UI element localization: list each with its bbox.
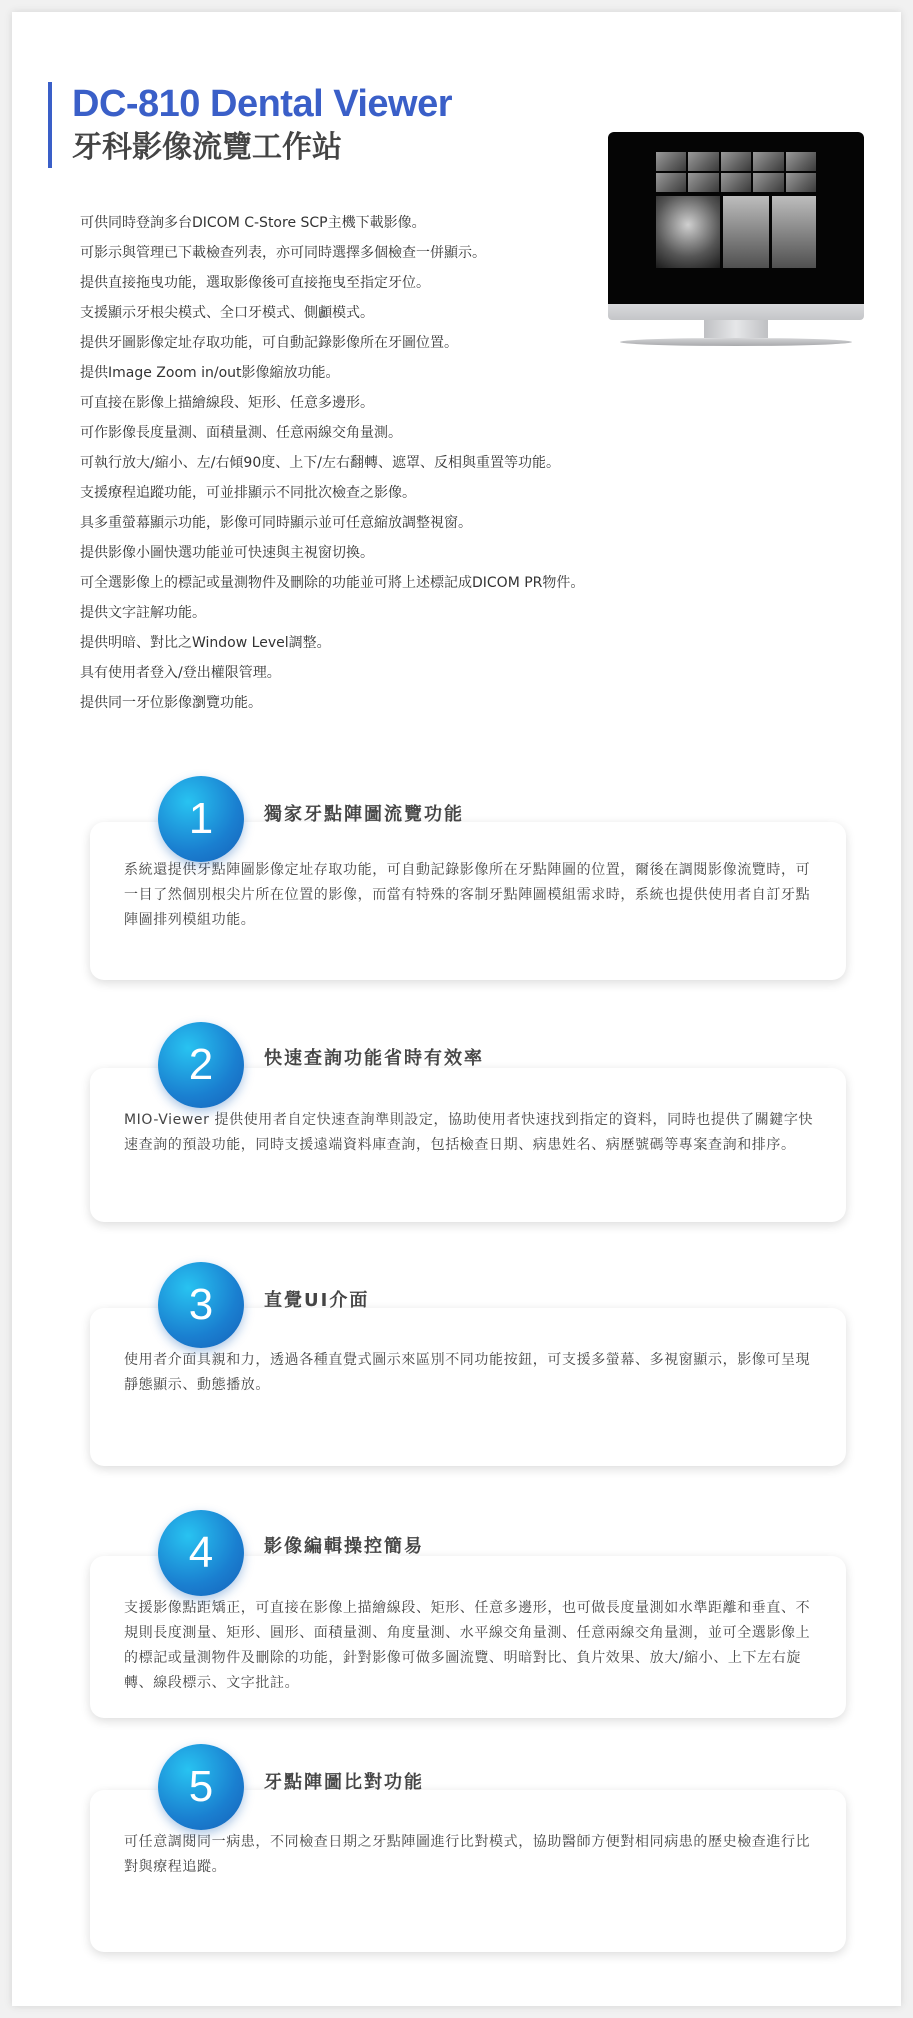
feature-item: 提供同一牙位影像瀏覽功能。 — [80, 695, 262, 711]
page-title: DC-810 Dental Viewer — [72, 83, 453, 125]
section-title: 直覺UI介面 — [264, 1290, 370, 1311]
section-number-badge: 2 — [158, 1022, 244, 1108]
section-number-badge: 3 — [158, 1262, 244, 1348]
section-1 — [90, 766, 846, 980]
title-block — [48, 82, 452, 168]
feature-item: 提供牙圖影像定址存取功能，可自動記錄影像所在牙圖位置。 — [80, 335, 458, 351]
page — [12, 12, 901, 2006]
feature-item: 提供影像小圖快選功能並可快速與主視窗切換。 — [80, 545, 374, 561]
section-2 — [90, 1010, 846, 1222]
thumbnail-strip — [656, 152, 816, 192]
feature-item: 提供文字註解功能。 — [80, 605, 206, 621]
feature-item: 可執行放大/縮小、左/右傾90度、上下/左右翻轉、遮罩、反相與重置等功能。 — [80, 455, 560, 471]
section-number-badge: 4 — [158, 1510, 244, 1596]
section-4 — [90, 1498, 846, 1718]
feature-item: 支援療程追蹤功能，可並排顯示不同批次檢查之影像。 — [80, 485, 416, 501]
section-title: 牙點陣圖比對功能 — [264, 1772, 424, 1793]
section-5 — [90, 1734, 846, 1952]
section-number-badge: 5 — [158, 1744, 244, 1830]
section-3 — [90, 1250, 846, 1466]
feature-item: 可作影像長度量測、面積量測、任意兩線交角量測。 — [80, 425, 402, 441]
section-body: 系統還提供牙點陣圖影像定址存取功能，可自動記錄影像所在牙點陣圖的位置，爾後在調閱影像流覽時，可一目了然個別根尖片所在位置的影像，而當有特殊的客制牙點陣圖模組需求時，系統也提供使用者自訂牙點陣圖排列模組功能。 — [124, 862, 811, 928]
page-subtitle: 牙科影像流覽工作站 — [72, 130, 342, 165]
feature-list — [80, 208, 720, 718]
feature-item: 支援顯示牙根尖模式、全口牙模式、側顱模式。 — [80, 305, 374, 321]
section-body: 使用者介面具親和力，透過各種直覺式圖示來區別不同功能按鈕，可支援多螢幕、多視窗顯示，影像可呈現靜態顯示、動態播放。 — [124, 1352, 811, 1393]
feature-item: 可直接在影像上描繪線段、矩形、任意多邊形。 — [80, 395, 374, 411]
section-body: 支援影像點距矯正，可直接在影像上描繪線段、矩形、任意多邊形，也可做長度量測如水準距離和垂直、不規則長度測量、矩形、圓形、面積量測、角度量測、水平線交角量測、任意兩線交角量測，並可全選影像上的標記或量測物件及刪除的功能，針對影像可做多圖流覽、明暗對比、負片效果、放大/縮小、上下左右旋轉、線段標示、文字批註。 — [124, 1600, 811, 1691]
section-title: 快速查詢功能省時有效率 — [264, 1048, 484, 1069]
feature-item: 提供明暗、對比之Window Level調整。 — [80, 635, 331, 651]
section-title: 影像編輯操控簡易 — [264, 1536, 424, 1557]
feature-item: 可供同時登詢多台DICOM C-Store SCP主機下載影像。 — [80, 215, 426, 231]
section-title: 獨家牙點陣圖流覽功能 — [264, 804, 464, 825]
feature-item: 提供Image Zoom in/out影像縮放功能。 — [80, 365, 340, 381]
section-number-badge: 1 — [158, 776, 244, 862]
feature-item: 提供直接拖曳功能，選取影像後可直接拖曳至指定牙位。 — [80, 275, 430, 291]
feature-item: 具有使用者登入/登出權限管理。 — [80, 665, 281, 681]
section-body: 可任意調閱同一病患，不同檢查日期之牙點陣圖進行比對模式，協助醫師方便對相同病患的歷史檢查進行比對與療程追蹤。 — [124, 1834, 811, 1875]
section-body: MIO-Viewer 提供使用者自定快速查詢準則設定，協助使用者快速找到指定的資料，同時也提供了關鍵字快速查詢的預設功能，同時支援遠端資料庫查詢，包括檢查日期、病患姓名、病歷號碼等專案查詢和排序。 — [124, 1112, 814, 1153]
feature-item: 可影示與管理已下載檢查列表，亦可同時選擇多個檢查一併顯示。 — [80, 245, 486, 261]
feature-item: 可全選影像上的標記或量測物件及刪除的功能並可將上述標記成DICOM PR物件。 — [80, 575, 585, 591]
feature-item: 具多重螢幕顯示功能，影像可同時顯示並可任意縮放調整視窗。 — [80, 515, 472, 531]
